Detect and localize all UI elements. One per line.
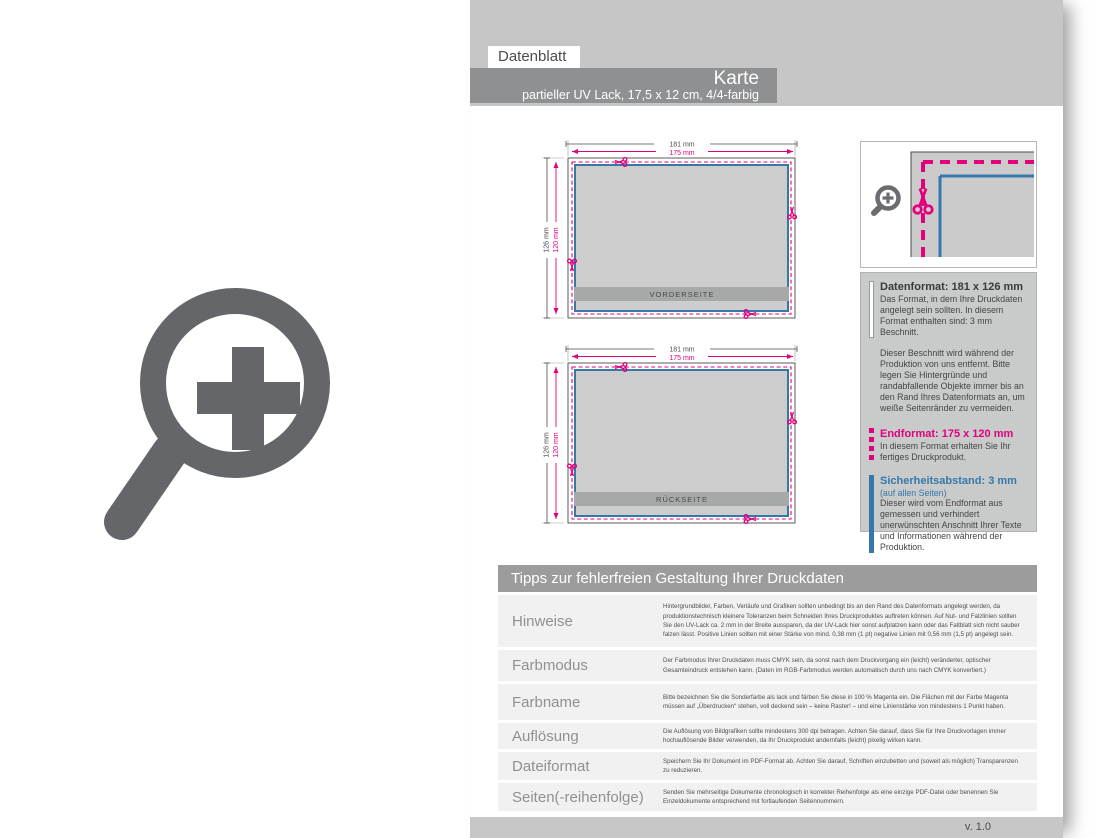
front-label: VORDERSEITE: [649, 290, 715, 299]
back-label: RÜCKSEITE: [656, 495, 708, 504]
datenformat-line-sample: [869, 281, 874, 338]
table-row: [498, 783, 1037, 811]
row-label: Farbname: [512, 693, 581, 711]
datenformat-heading: Datenformat: 181 x 126 mm: [880, 281, 1024, 293]
endformat-heading: Endformat: 175 x 120 mm: [880, 428, 1014, 440]
row-text: Speichern Sie Ihr Dokument im PDF-Format ab. Achten Sie darauf, Schriften einzubetten und (soweit als möglich) Transparenzen zu reduzieren.: [663, 757, 1018, 774]
dim-height-outer: 126 mm: [543, 432, 551, 458]
tips-table-title: Tipps zur fehlerfreien Gestaltung Ihrer Druckdaten: [498, 565, 1037, 592]
sicherheitsabstand-block: [869, 475, 1028, 553]
row-label: Farbmodus: [512, 657, 588, 674]
dim-height-outer: 126 mm: [543, 227, 551, 253]
safety-line-sample: [869, 475, 874, 553]
row-label: Hinweise: [512, 612, 573, 630]
endformat-body: In diesem Format erhalten Sie Ihr fertiges Druckprodukt.: [880, 441, 1011, 462]
dim-width-inner: 175 mm: [669, 150, 695, 157]
row-text: Bitte bezeichnen Sie die Sonderfarbe als lack und färben Sie diese in 100 % Magenta ein. Die Flächen mit der Farbe Magenta müssen auf „Überdrucken“ stehen, voll deckend sein – keine Raster! – und eine Linienstärke von mindestens 1 Punkt haben.: [663, 693, 1009, 710]
product-title: Karte: [713, 68, 759, 89]
table-row: [498, 752, 1037, 780]
back-diagram: [538, 341, 808, 541]
sicherheitsabstand-body: Dieser wird vom Endformat aus gemessen und verhindert unerwünschten Anschnitt Ihrer Texte und Informationen während der Produktion.: [880, 498, 1022, 552]
sicherheitsabstand-subheading: (auf allen Seiten): [880, 488, 947, 498]
corner-detail-graphic: [861, 142, 1036, 267]
row-text: Die Auflösung von Bildgrafiken sollte mindestens 300 dpi betragen. Achten Sie darauf, dass Sie für Ihre Druckvorlagen immer hochauflösende Bilder verwenden, da Ihr Druckprodukt andernfalls (leicht) pixelig wirken kann.: [663, 727, 1006, 744]
datenblatt-tab: Datenblatt: [488, 46, 580, 68]
format-info-panel: [860, 272, 1037, 552]
row-label: Seiten(-reihenfolge): [512, 788, 644, 806]
version-label: v. 1.0: [964, 821, 991, 833]
version-bar: [470, 817, 1063, 838]
row-text: Der Farbmodus Ihrer Druckdaten muss CMYK sein, da sonst nach dem Druckvorgang ein (leicht) veränderter, optischer Gesamteindruck entstehen kann. (Daten im RGB-Farbmodus werden automatisch durch uns nach CMYK konvertiert.): [663, 657, 991, 674]
row-text: Hintergrundbilder, Farben, Verläufe und Grafiken sollten unbedingt bis an den Rand des Datenformats angelegt werden, da produktionstechnisch kleinere Toleranzen beim Schneiden Ihres Druckproduktes auftreten können. Auf Nut- und Falzlinien sollten Sie den UV-Lack ca. 2 mm in der Breite aussparen, da der UV-Lack hier sonst aufplatzen kann oder das Faltblatt sich nicht sauber falzen lässt. Positive Linien sollten mit einer Stärke von mind. 0,38 mm (1 pt) negative Linien mit 0,56 mm (1,5 pt) angelegt sein.: [663, 603, 1020, 639]
endformat-line-sample: [869, 428, 874, 463]
table-row: [498, 595, 1037, 647]
row-label: Dateiformat: [512, 757, 590, 775]
product-subtitle: partieller UV Lack, 17,5 x 12 cm, 4/4-farbig: [522, 88, 759, 102]
sicherheitsabstand-heading: Sicherheitsabstand: 3 mm: [880, 475, 1017, 487]
endformat-block: [869, 428, 1028, 463]
datenformat-body: Das Format, in dem Ihre Druckdaten angelegt sein sollten. In diesem Format enthalten sind: 3 mm Beschnitt.: [880, 294, 1023, 337]
zoom-plus-icon: [90, 272, 360, 562]
table-row: [498, 723, 1037, 749]
title-band: [470, 68, 777, 103]
row-text: Senden Sie mehrseitige Dokumente chronologisch in korrekter Reihenfolge als eine einzige PDF-Datei oder benennen Sie Einzeldokumente entsprechend mit fortlaufenden Seitennummern.: [663, 788, 999, 805]
tips-table: [498, 565, 1037, 811]
table-row: [498, 650, 1037, 681]
corner-detail-preview: [860, 141, 1037, 268]
dim-width-outer: 181 mm: [669, 346, 695, 354]
datenformat-block: [869, 281, 1028, 338]
dim-width-inner: 175 mm: [669, 355, 695, 362]
row-label: Auflösung: [512, 727, 579, 745]
magnifier-icon: [874, 188, 899, 214]
beschnitt-note: Dieser Beschnitt wird während der Produktion von uns entfernt. Bitte legen Sie Hintergründe und randabfallende Objekte immer bis an den Rand Ihres Datenformats an, um weiße Seitenränder zu vermeiden.: [880, 348, 1025, 413]
datasheet-page: [470, 0, 1063, 838]
dim-width-outer: 181 mm: [669, 141, 695, 149]
dim-height-inner: 120 mm: [553, 432, 560, 458]
front-diagram: [538, 136, 808, 336]
table-row: [498, 684, 1037, 720]
dim-height-inner: 120 mm: [553, 227, 560, 253]
